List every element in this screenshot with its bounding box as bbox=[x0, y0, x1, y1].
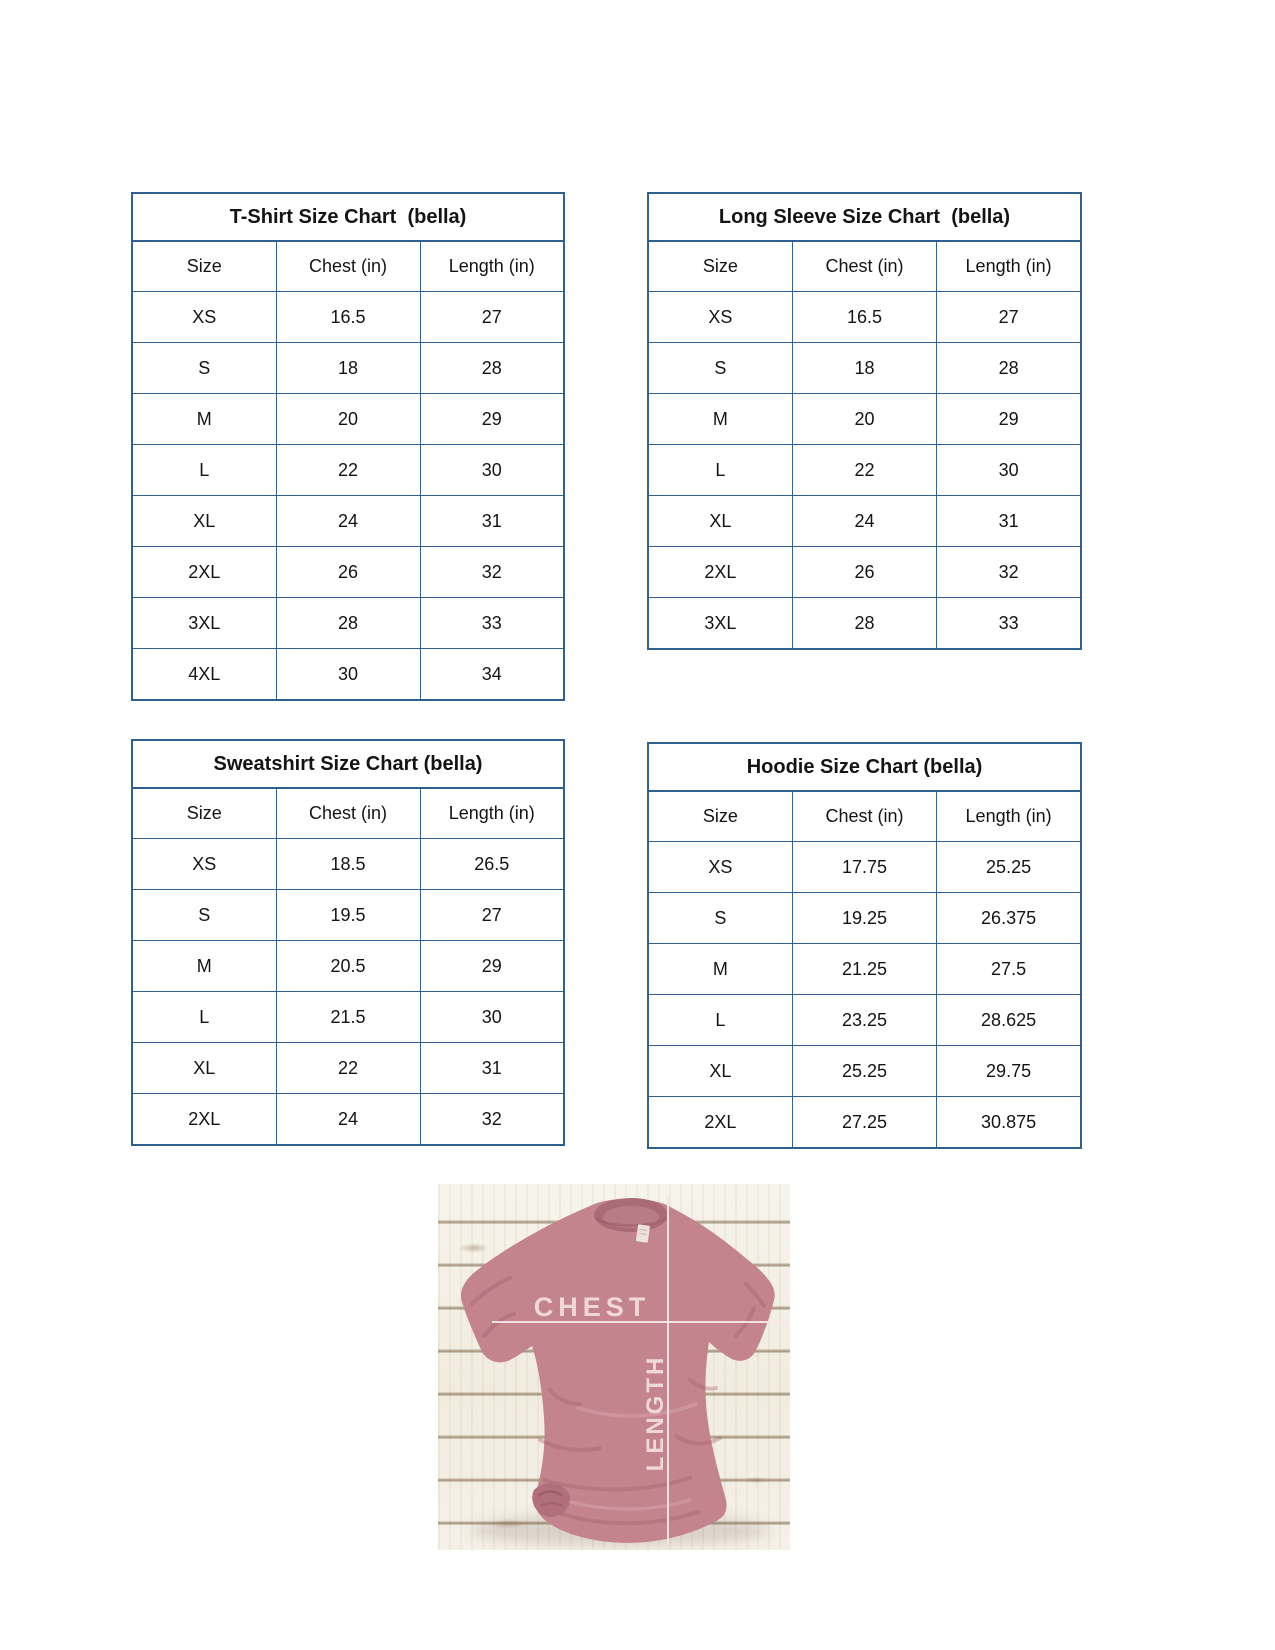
length-cell: 34 bbox=[420, 649, 564, 701]
table-row bbox=[648, 343, 1081, 394]
size-cell: L bbox=[648, 995, 792, 1046]
table-row bbox=[132, 649, 564, 701]
table-title-row bbox=[132, 740, 564, 788]
size-cell: 4XL bbox=[132, 649, 276, 701]
length-cell: 29 bbox=[420, 394, 564, 445]
chest-cell: 21.25 bbox=[792, 944, 936, 995]
table-row bbox=[648, 496, 1081, 547]
table-row bbox=[648, 1046, 1081, 1097]
tshirt-size-chart-table bbox=[131, 192, 565, 701]
tshirt-illustration bbox=[438, 1184, 790, 1550]
size-guide-photo bbox=[438, 1184, 790, 1550]
chest-cell: 22 bbox=[276, 445, 420, 496]
size-cell: M bbox=[648, 944, 792, 995]
size-cell: XL bbox=[132, 496, 276, 547]
length-cell: 30 bbox=[420, 445, 564, 496]
size-cell: XL bbox=[132, 1043, 276, 1094]
chest-cell: 16.5 bbox=[792, 292, 936, 343]
size-cell: S bbox=[648, 893, 792, 944]
table-row bbox=[132, 445, 564, 496]
column-header: Chest (in) bbox=[792, 791, 936, 842]
length-cell: 31 bbox=[420, 496, 564, 547]
length-cell: 29 bbox=[420, 941, 564, 992]
table-row bbox=[648, 445, 1081, 496]
size-cell: S bbox=[132, 343, 276, 394]
size-cell: L bbox=[132, 992, 276, 1043]
size-cell: XS bbox=[132, 839, 276, 890]
size-cell: 2XL bbox=[132, 1094, 276, 1146]
chest-cell: 22 bbox=[276, 1043, 420, 1094]
chest-cell: 28 bbox=[276, 598, 420, 649]
column-header: Length (in) bbox=[420, 788, 564, 839]
column-header: Size bbox=[648, 241, 792, 292]
length-cell: 26.375 bbox=[937, 893, 1081, 944]
size-cell: XL bbox=[648, 496, 792, 547]
chest-cell: 20 bbox=[792, 394, 936, 445]
size-cell: S bbox=[132, 890, 276, 941]
chest-cell: 25.25 bbox=[792, 1046, 936, 1097]
size-cell: M bbox=[648, 394, 792, 445]
table-title-row bbox=[132, 193, 564, 241]
length-cell: 26.5 bbox=[420, 839, 564, 890]
care-label bbox=[636, 1224, 650, 1243]
chest-cell: 26 bbox=[792, 547, 936, 598]
length-cell: 27 bbox=[937, 292, 1081, 343]
size-cell: 3XL bbox=[648, 598, 792, 650]
column-header: Chest (in) bbox=[276, 241, 420, 292]
length-cell: 28 bbox=[937, 343, 1081, 394]
length-cell: 30 bbox=[937, 445, 1081, 496]
length-cell: 32 bbox=[937, 547, 1081, 598]
table-row bbox=[132, 292, 564, 343]
table-row bbox=[648, 598, 1081, 650]
length-cell: 33 bbox=[420, 598, 564, 649]
table-header-row bbox=[132, 241, 564, 292]
chest-cell: 22 bbox=[792, 445, 936, 496]
length-cell: 33 bbox=[937, 598, 1081, 650]
length-cell: 27.5 bbox=[937, 944, 1081, 995]
length-cell: 27 bbox=[420, 890, 564, 941]
table-header-row bbox=[132, 788, 564, 839]
chest-cell: 23.25 bbox=[792, 995, 936, 1046]
column-header: Length (in) bbox=[420, 241, 564, 292]
chest-cell: 24 bbox=[276, 496, 420, 547]
size-cell: 2XL bbox=[648, 547, 792, 598]
table-row bbox=[648, 944, 1081, 995]
sweatshirt-size-chart-table bbox=[131, 739, 565, 1146]
table-row bbox=[648, 547, 1081, 598]
chest-label: CHEST bbox=[533, 1292, 651, 1322]
chest-cell: 19.5 bbox=[276, 890, 420, 941]
table-row bbox=[648, 394, 1081, 445]
hoodie-size-chart-table bbox=[647, 742, 1082, 1149]
chest-cell: 18 bbox=[792, 343, 936, 394]
column-header: Chest (in) bbox=[276, 788, 420, 839]
table-row bbox=[648, 893, 1081, 944]
table-row bbox=[648, 842, 1081, 893]
size-cell: S bbox=[648, 343, 792, 394]
table-row bbox=[648, 292, 1081, 343]
length-cell: 32 bbox=[420, 547, 564, 598]
chest-cell: 24 bbox=[276, 1094, 420, 1146]
length-cell: 31 bbox=[420, 1043, 564, 1094]
table-row bbox=[132, 1094, 564, 1146]
chest-cell: 18.5 bbox=[276, 839, 420, 890]
column-header: Size bbox=[132, 788, 276, 839]
table-title-row bbox=[648, 193, 1081, 241]
table-row bbox=[132, 394, 564, 445]
sweatshirt-table-title: Sweatshirt Size Chart (bella) bbox=[132, 740, 564, 788]
column-header: Size bbox=[132, 241, 276, 292]
length-cell: 29 bbox=[937, 394, 1081, 445]
size-cell: M bbox=[132, 394, 276, 445]
table-row bbox=[132, 941, 564, 992]
table-row bbox=[132, 839, 564, 890]
column-header: Chest (in) bbox=[792, 241, 936, 292]
length-cell: 30.875 bbox=[937, 1097, 1081, 1149]
table-row bbox=[132, 890, 564, 941]
length-cell: 30 bbox=[420, 992, 564, 1043]
table-row bbox=[132, 598, 564, 649]
chest-cell: 18 bbox=[276, 343, 420, 394]
size-cell: L bbox=[132, 445, 276, 496]
chest-cell: 26 bbox=[276, 547, 420, 598]
length-cell: 28 bbox=[420, 343, 564, 394]
table-row bbox=[648, 1097, 1081, 1149]
long-sleeve-table-title: Long Sleeve Size Chart (bella) bbox=[648, 193, 1081, 241]
size-cell: XS bbox=[132, 292, 276, 343]
table-header-row bbox=[648, 241, 1081, 292]
chest-cell: 28 bbox=[792, 598, 936, 650]
chest-cell: 16.5 bbox=[276, 292, 420, 343]
length-cell: 28.625 bbox=[937, 995, 1081, 1046]
chest-cell: 17.75 bbox=[792, 842, 936, 893]
column-header: Length (in) bbox=[937, 241, 1081, 292]
table-row bbox=[132, 992, 564, 1043]
table-row bbox=[132, 1043, 564, 1094]
table-header-row bbox=[648, 791, 1081, 842]
tshirt-table-title: T-Shirt Size Chart (bella) bbox=[132, 193, 564, 241]
chest-cell: 30 bbox=[276, 649, 420, 701]
column-header: Length (in) bbox=[937, 791, 1081, 842]
length-cell: 27 bbox=[420, 292, 564, 343]
table-row bbox=[648, 995, 1081, 1046]
length-label: LENGTH bbox=[642, 1354, 669, 1472]
table-row bbox=[132, 496, 564, 547]
chest-cell: 20.5 bbox=[276, 941, 420, 992]
column-header: Size bbox=[648, 791, 792, 842]
length-cell: 31 bbox=[937, 496, 1081, 547]
size-cell: 2XL bbox=[132, 547, 276, 598]
size-cell: L bbox=[648, 445, 792, 496]
chest-cell: 20 bbox=[276, 394, 420, 445]
chest-cell: 27.25 bbox=[792, 1097, 936, 1149]
size-cell: XL bbox=[648, 1046, 792, 1097]
table-row bbox=[132, 547, 564, 598]
chest-cell: 24 bbox=[792, 496, 936, 547]
size-cell: XS bbox=[648, 842, 792, 893]
length-cell: 29.75 bbox=[937, 1046, 1081, 1097]
length-cell: 32 bbox=[420, 1094, 564, 1146]
size-cell: M bbox=[132, 941, 276, 992]
size-cell: 2XL bbox=[648, 1097, 792, 1149]
hoodie-table-title: Hoodie Size Chart (bella) bbox=[648, 743, 1081, 791]
length-cell: 25.25 bbox=[937, 842, 1081, 893]
size-cell: XS bbox=[648, 292, 792, 343]
table-row bbox=[132, 343, 564, 394]
chest-cell: 21.5 bbox=[276, 992, 420, 1043]
long-sleeve-size-chart-table bbox=[647, 192, 1082, 650]
table-title-row bbox=[648, 743, 1081, 791]
chest-cell: 19.25 bbox=[792, 893, 936, 944]
size-cell: 3XL bbox=[132, 598, 276, 649]
